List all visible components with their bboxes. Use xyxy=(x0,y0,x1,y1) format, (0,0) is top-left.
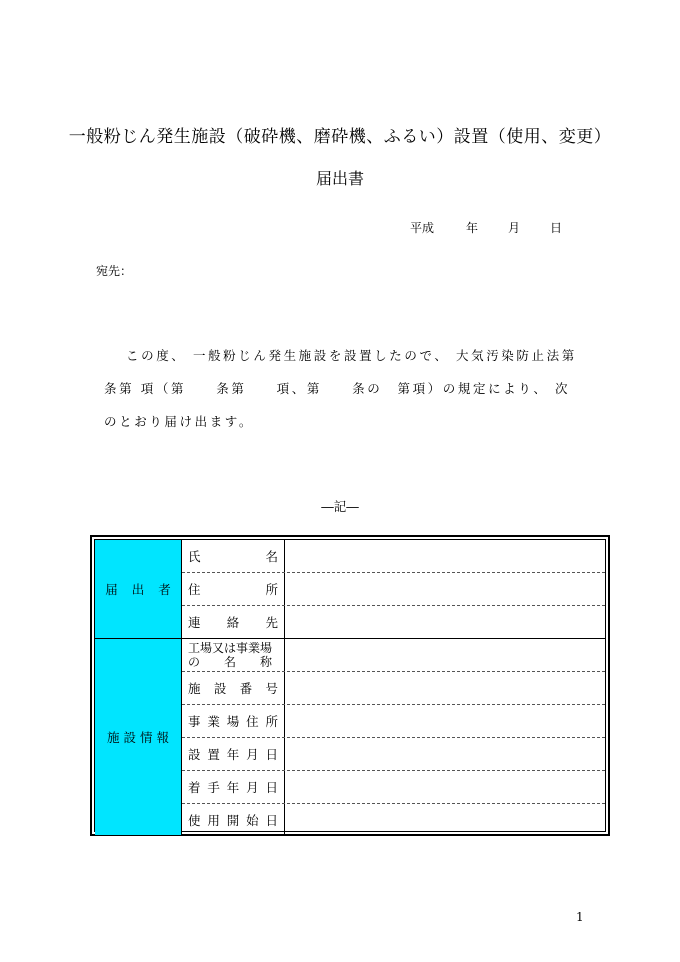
body-line-2: 条第 項（第 条第 項、第 条の 第項）の規定により、 次 xyxy=(104,381,571,396)
label-factory-name xyxy=(182,639,285,671)
body-line-1: この度、 一般粉じん発生施設を設置したので、 大気汚染防止法第 xyxy=(126,348,577,363)
addressee-label: 宛先： xyxy=(96,264,133,278)
label-start-work-date xyxy=(182,771,285,803)
document-title: 一般粉じん発生施設（破砕機、磨砕機、ふるい）設置（使用、変更） xyxy=(68,127,612,147)
group-notifier xyxy=(95,540,185,639)
label-char: 日 xyxy=(265,780,278,795)
label-char: 号 xyxy=(265,681,278,696)
use-start-date-field[interactable] xyxy=(285,804,605,835)
label-name xyxy=(182,540,285,572)
label-site-address xyxy=(182,705,285,737)
label-char: 先 xyxy=(265,615,278,630)
date-year-unit: 年 xyxy=(466,221,479,235)
label-char: 称 xyxy=(259,655,272,669)
label-char: の xyxy=(188,655,201,669)
label-char: 日 xyxy=(265,747,278,762)
contact-field[interactable] xyxy=(285,606,605,638)
date-day-unit: 日 xyxy=(550,221,563,235)
name-field[interactable] xyxy=(285,540,605,572)
label-char: 名 xyxy=(265,549,278,564)
install-date-field[interactable] xyxy=(285,738,605,770)
row-start-work-date xyxy=(182,771,605,804)
label-char: 住 xyxy=(188,582,201,597)
row-address xyxy=(182,573,605,606)
label-char: 連 xyxy=(188,615,201,630)
label-char: 用 xyxy=(207,812,220,828)
label-char: 所 xyxy=(265,582,278,597)
label-install-date xyxy=(182,738,285,770)
label-char: 手 xyxy=(207,780,220,795)
group-notifier-label: 届出者 xyxy=(105,582,185,597)
facility-number-field[interactable] xyxy=(285,672,605,704)
row-use-start-date xyxy=(182,804,605,835)
date-line xyxy=(410,219,562,236)
label-char: 日 xyxy=(265,812,278,828)
label-char: 氏 xyxy=(188,549,201,564)
address-field[interactable] xyxy=(285,573,605,605)
kigo-heading: ―記― xyxy=(321,499,359,514)
document-subtitle: 届出書 xyxy=(315,169,364,188)
label-char: 年 xyxy=(226,780,240,795)
notification-form-table xyxy=(90,535,610,836)
row-factory-name xyxy=(182,639,605,672)
factory-name-field[interactable] xyxy=(285,639,605,671)
label-char: 始 xyxy=(246,812,259,828)
label-char: 名 xyxy=(223,655,236,669)
label-char: 月 xyxy=(246,780,259,795)
label-char: 所 xyxy=(265,714,278,729)
label-use-start-date xyxy=(182,804,285,835)
site-address-field[interactable] xyxy=(285,705,605,737)
date-era: 平成 xyxy=(410,221,435,235)
page-number: 1 xyxy=(576,910,584,924)
label-char: 着 xyxy=(188,780,201,795)
body-line-3: のとおり届け出ます。 xyxy=(104,414,255,429)
label-char: 業 xyxy=(207,714,220,729)
label-facility-number xyxy=(182,672,285,704)
form-inner-frame xyxy=(94,539,606,832)
label-line xyxy=(188,655,278,669)
row-facility-number xyxy=(182,672,605,705)
label-char: 場 xyxy=(226,714,240,729)
label-char: 設 xyxy=(213,681,227,696)
group-facility-info xyxy=(95,639,182,835)
row-contact xyxy=(182,606,605,639)
start-work-date-field[interactable] xyxy=(285,771,605,803)
label-char: 絡 xyxy=(226,615,240,630)
label-char: 番 xyxy=(239,681,253,696)
label-char: 年 xyxy=(226,747,240,762)
label-char: 開 xyxy=(226,812,240,828)
label-char: 住 xyxy=(246,714,259,729)
row-site-address xyxy=(182,705,605,738)
label-char: 事 xyxy=(188,714,201,729)
row-name xyxy=(182,540,605,573)
label-char: 置 xyxy=(207,747,220,762)
label-char: 設 xyxy=(188,747,201,762)
label-address xyxy=(182,573,285,605)
label-contact xyxy=(182,606,285,638)
label-char: 使 xyxy=(188,812,201,828)
label-char: 施 xyxy=(188,681,201,696)
row-install-date xyxy=(182,738,605,771)
label-char: 月 xyxy=(246,747,259,762)
label-line: 工場又は事業場 xyxy=(188,641,273,655)
group-facility-label: 施設情報 xyxy=(106,730,173,745)
date-month-unit: 月 xyxy=(508,221,521,235)
